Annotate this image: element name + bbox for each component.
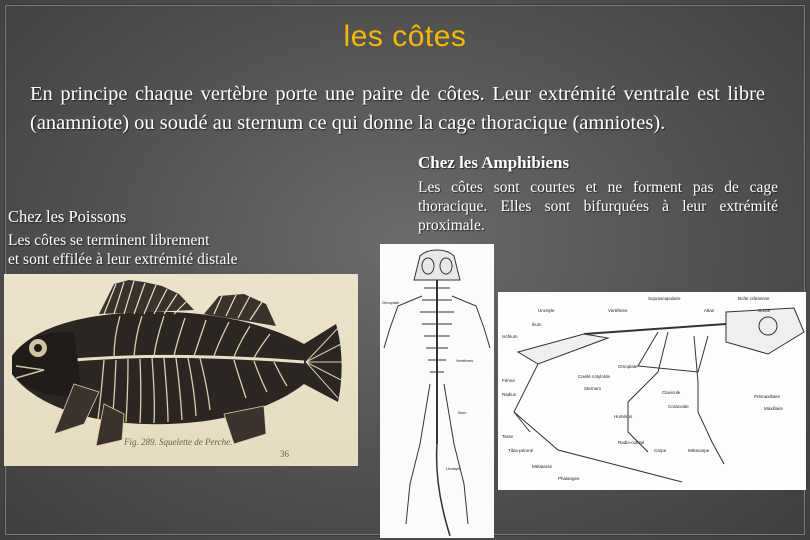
frog1-label-scapula: Omoplate xyxy=(382,300,400,305)
frog1-label-urostyle: Urostyle xyxy=(446,466,461,471)
frog2-label-phalanges: Phalanges xyxy=(558,476,580,481)
frog2-label-urostyle: Urostyle xyxy=(538,308,555,313)
frog2-label-omoplate: Omoplate xyxy=(618,364,638,369)
frog2-label-boite-cranienne: Boîte crânienne xyxy=(738,296,770,301)
frog2-label-orbite: Orbite xyxy=(758,308,771,313)
frog-dorsal-skeleton-image xyxy=(380,244,494,538)
frog2-label-radius: Radius xyxy=(502,392,517,397)
fish-heading: Chez les Poissons xyxy=(8,207,127,226)
frog2-label-femur: Fémur xyxy=(502,378,516,383)
frog2-label-cavite: Cavité cotyloïde xyxy=(578,374,611,379)
frog2-label-metatarse: Métatarse xyxy=(532,464,553,469)
intro-paragraph: En principe chaque vertèbre porte une paire de côtes. Leur extrémité ventrale est libre (anamniote) ou soudé au sternum ce qui donne la cage thoracique (amniotes). xyxy=(30,83,765,134)
frog2-label-tibia: Tibia-péroné xyxy=(508,448,534,453)
frog2-label-radio-cubital: Radio-cubital xyxy=(618,440,645,445)
fish-figure-caption: Fig. 289. Squelette de Perche. xyxy=(124,437,233,447)
frog-lateral-skeleton-image xyxy=(498,292,806,490)
frog2-label-tarse: Tarse xyxy=(502,434,514,439)
frog2-label-clavicule: Clavicule xyxy=(662,390,681,395)
frog1-label-ilium: Ilium xyxy=(458,410,467,415)
frog2-label-vertebres: Vertèbres xyxy=(608,308,628,313)
fish-text xyxy=(8,231,298,269)
frog2-label-coracoide: Coracoïde xyxy=(668,404,689,409)
frog2-label-atlas: Atlas xyxy=(704,308,715,313)
fish-text-line-2: et sont effilée à leur extrémité distale xyxy=(8,251,238,268)
frog2-label-humerus: Humérus xyxy=(614,414,633,419)
amphibians-text: Les côtes sont courtes et ne forment pas de cage thoracique. Elles sont bifurquées à leur extrémité proximale. xyxy=(418,179,778,234)
frog2-label-metacarpe: Métacarpe xyxy=(688,448,710,453)
frog2-label-ischium: Ischium xyxy=(502,334,518,339)
frog2-label-premaxillaire: Prémaxillaire xyxy=(754,394,781,399)
frog1-label-vertebrae: Vertèbres xyxy=(456,358,474,363)
frog2-label-suprascapulaire: Suprascapulaire xyxy=(648,296,681,301)
frog2-label-ilium: Ilium xyxy=(532,322,542,327)
frog2-label-carpe: Carpe xyxy=(654,448,667,453)
amphibians-heading: Chez les Amphibiens xyxy=(418,153,570,172)
fish-text-line-1: Les côtes se terminent librement xyxy=(8,232,210,249)
frog2-label-maxillaire: Maxillaire xyxy=(764,406,784,411)
perch-skeleton-image xyxy=(4,274,358,466)
fish-page-number: 36 xyxy=(280,449,289,459)
slide-title: les côtes xyxy=(343,20,467,53)
frog2-label-sternum: Sternum xyxy=(584,386,602,391)
